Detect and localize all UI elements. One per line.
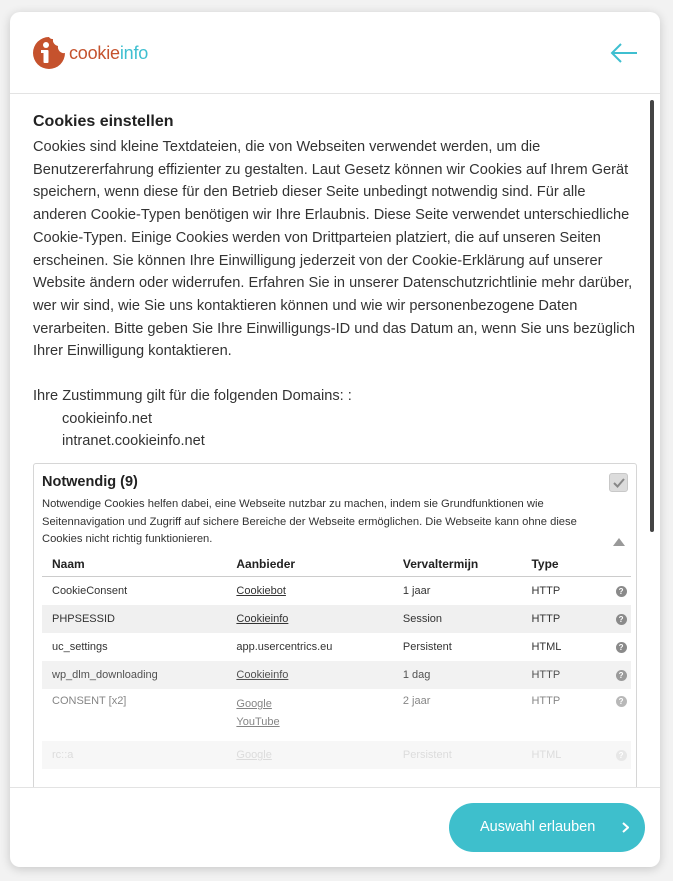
category-title: Notwendig (9): [42, 474, 138, 490]
table-row: [42, 605, 631, 633]
column-header-name: Naam: [42, 552, 226, 577]
provider-link[interactable]: Cookieinfo: [236, 613, 289, 625]
cookie-type: HTTP: [531, 695, 561, 707]
cookie-expiry: 1 jaar: [402, 585, 431, 597]
cookie-name: CookieConsent: [52, 585, 128, 597]
cookie-type: HTTP: [531, 585, 561, 597]
intro-text: Cookies sind kleine Textdateien, die von Webseiten verwendet werden, um die Benutzererfahrung effizienter zu gestalten. Laut Gesetz können wir Cookies auf Ihrem Gerät speichern, wenn diese für den Betrieb dieser Seite unbedingt notwendig sind. Für alle anderen Cookie-Typen benötigen wir Ihre Erlaubnis. Diese Seite verwendet unterschiedliche Cookie-Typen. Einige Cookies werden von Drittparteien platziert, die auf unseren Seiten erscheinen. Sie können Ihre Einwilligung jederzeit von der Cookie-Erklärung auf unserer Website ändern oder widerrufen. Erfahren Sie in unserer Datenschutzrichtlinie mehr darüber, wer wir sind, wie Sie uns kontaktieren können und wie wir personenbezogene Daten verarbeiten. Bitte geben Sie Ihre Einwilligungs-ID und das Datum an, wenn Sie uns bezüglich Ihrer Einwilligung kontaktieren.: [33, 139, 635, 360]
cookie-type: HTML: [521, 741, 611, 769]
provider-link[interactable]: Google: [236, 749, 272, 761]
cookie-name: CONSENT [x2]: [52, 695, 127, 707]
provider-link[interactable]: Cookiebot: [236, 585, 286, 597]
cookie-expiry: Session: [393, 605, 522, 633]
domain-item: cookieinfo.net: [62, 410, 153, 427]
category-description: Notwendige Cookies helfen dabei, eine Webseite nutzbar zu machen, indem sie Grundfunktionen wie Seitennavigation und Zugriff auf sichere Bereiche der Webseite ermöglichen. Die Webseite kann ohne diese Cookies nicht richtig funktionieren.: [42, 498, 577, 545]
cookie-dialog: [10, 12, 660, 867]
help-icon[interactable]: ?: [616, 586, 627, 597]
cookie-name: rc::a: [42, 741, 226, 769]
cookie-expiry: Persistent: [393, 741, 522, 769]
cookie-name: uc_settings: [52, 641, 108, 653]
arrow-left-icon[interactable]: [610, 41, 638, 65]
category-necessary: [33, 463, 637, 787]
cookieinfo-logo: [32, 34, 148, 72]
help-icon[interactable]: ?: [616, 670, 627, 681]
table-row: [42, 741, 631, 769]
dialog-header: [10, 12, 660, 94]
cookie-expiry: 2 jaar: [402, 695, 431, 707]
table-row: [42, 661, 631, 689]
cookie-logo-icon: [32, 36, 66, 70]
column-header-expiry: Vervaltermijn: [393, 552, 522, 577]
cookie-name: PHPSESSID: [42, 605, 226, 633]
help-icon[interactable]: ?: [616, 642, 627, 653]
cookie-type: HTTP: [521, 605, 611, 633]
section-title: Cookies einstellen: [33, 113, 174, 130]
chevron-right-icon: [622, 822, 629, 833]
dialog-content[interactable]: [10, 94, 660, 787]
logo-wordmark: cookieinfo: [69, 42, 149, 63]
cookie-name: wp_dlm_downloading: [42, 661, 226, 689]
help-icon[interactable]: ?: [616, 696, 627, 707]
table-row: [42, 577, 631, 606]
column-header-help: [611, 552, 631, 577]
provider-text: app.usercentrics.eu: [236, 641, 333, 653]
help-icon[interactable]: ?: [616, 750, 627, 761]
domains-intro: Ihre Zustimmung gilt für die folgenden Domains: :: [33, 388, 352, 405]
table-row: [42, 633, 631, 661]
allow-selection-button[interactable]: [449, 803, 645, 852]
dialog-footer: [10, 787, 660, 867]
checkmark-icon: [613, 478, 625, 488]
table-header-row: [42, 552, 631, 577]
provider-link[interactable]: Cookieinfo: [236, 669, 289, 681]
cookie-expiry: 1 dag: [393, 661, 522, 689]
provider-link[interactable]: Google: [236, 698, 272, 710]
cookie-table: [42, 552, 631, 769]
cookie-type: HTTP: [521, 661, 611, 689]
table-row: [42, 689, 631, 741]
cookie-expiry: Persistent: [402, 641, 452, 653]
help-icon[interactable]: ?: [616, 614, 627, 625]
provider-link[interactable]: YouTube: [236, 716, 280, 728]
column-header-provider: Aanbieder: [226, 552, 392, 577]
collapse-triangle-icon[interactable]: [613, 538, 625, 546]
scrollbar-thumb[interactable]: [650, 100, 654, 532]
column-header-type: Type: [521, 552, 611, 577]
allow-selection-label: Auswahl erlauben: [480, 819, 596, 835]
domain-item: intranet.cookieinfo.net: [62, 433, 205, 450]
cookie-type: HTML: [531, 641, 562, 653]
category-checkbox[interactable]: [609, 473, 628, 492]
